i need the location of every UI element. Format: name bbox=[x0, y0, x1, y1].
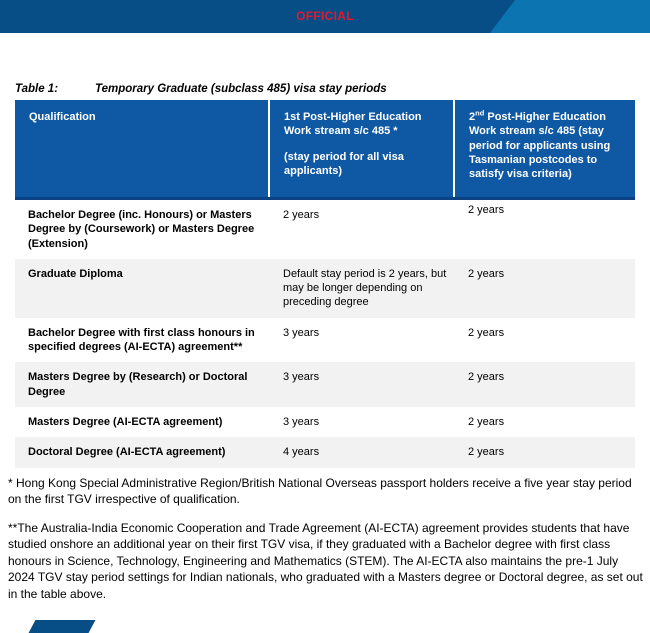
table-caption-label: Table 1: bbox=[15, 83, 59, 95]
first-stream-cell: Default stay period is 2 years, but may be longer depending on preceding degree bbox=[270, 259, 455, 318]
qualification-cell: Masters Degree (AI-ECTA agreement) bbox=[28, 415, 223, 428]
first-stream-cell: 4 years bbox=[270, 437, 455, 467]
second-stream-rest: Post-Higher Education Work stream s/c 485 (stay period for applicants using Tasmanian postcodes to satisfy visa criteria) bbox=[469, 111, 611, 181]
first-stream-header-line1: 1st Post-Higher Education Work stream s/c 485 * bbox=[284, 111, 422, 138]
second-stream-number: 2 bbox=[469, 111, 476, 123]
table-row bbox=[15, 437, 635, 467]
second-stream-ordinal: nd bbox=[475, 108, 485, 118]
second-stream-cell: 2 years bbox=[468, 415, 505, 428]
second-stream-cell: 2 years bbox=[468, 204, 505, 216]
first-stream-cell: 3 years bbox=[283, 326, 320, 339]
table-row bbox=[15, 318, 635, 363]
column-header-first-stream bbox=[270, 100, 455, 197]
second-stream-header-text bbox=[469, 110, 629, 181]
qualification-cell: Bachelor Degree (inc. Honours) or Masters Degree by (Coursework) or Masters Degree (Extension) bbox=[28, 209, 255, 250]
second-stream-cell: 2 years bbox=[468, 326, 505, 339]
column-header-qualification-label: Qualification bbox=[29, 111, 96, 123]
column-header-qualification bbox=[15, 100, 270, 197]
second-stream-cell: 2 years bbox=[455, 259, 635, 318]
footer-band-fragment bbox=[29, 620, 96, 633]
classification-marking: OFFICIAL bbox=[296, 9, 354, 23]
first-stream-cell: 2 years bbox=[283, 209, 320, 221]
qualification-cell: Doctoral Degree (AI-ECTA agreement) bbox=[15, 437, 270, 467]
qualification-cell: Graduate Diploma bbox=[15, 259, 270, 318]
table-row bbox=[15, 362, 635, 407]
first-stream-cell: 3 years bbox=[270, 362, 455, 407]
column-header-second-stream bbox=[455, 100, 635, 197]
table-header-row bbox=[15, 100, 635, 197]
footnote-hong-kong: * Hong Kong Special Administrative Region/British National Overseas passport holders receive a five year stay period on the first TGV irrespective of qualification. bbox=[8, 475, 632, 507]
table-caption-title: Temporary Graduate (subclass 485) visa stay periods bbox=[95, 83, 387, 95]
table-row bbox=[15, 407, 635, 437]
visa-stay-periods-table bbox=[15, 100, 635, 468]
table-row bbox=[15, 200, 635, 259]
second-stream-cell: 2 years bbox=[455, 362, 635, 407]
second-stream-cell: 2 years bbox=[455, 437, 635, 467]
first-stream-cell: 3 years bbox=[283, 415, 320, 428]
first-stream-header-line2: (stay period for all visa applicants) bbox=[284, 150, 404, 177]
table-caption bbox=[15, 83, 650, 95]
footnote-ai-ecta: **The Australia-India Economic Cooperation and Trade Agreement (AI-ECTA) agreement provides students that have studied onshore an additional year on their first TGV visa, if they graduated with a Bachelor degree with first class honours in Science, Technology, Engineering and Mathematics (STEM). The AI-ECTA also maintains the pre-1 July 2024 TGV stay period settings for Indian nationals, who graduated with a Masters degree or Doctoral degree, as set out in the table above. bbox=[8, 520, 643, 601]
qualification-cell: Bachelor Degree with first class honours in specified degrees (AI-ECTA) agreement** bbox=[28, 326, 255, 354]
qualification-cell: Masters Degree by (Research) or Doctoral Degree bbox=[15, 362, 270, 407]
header-band bbox=[0, 0, 650, 33]
table-row bbox=[15, 259, 635, 318]
